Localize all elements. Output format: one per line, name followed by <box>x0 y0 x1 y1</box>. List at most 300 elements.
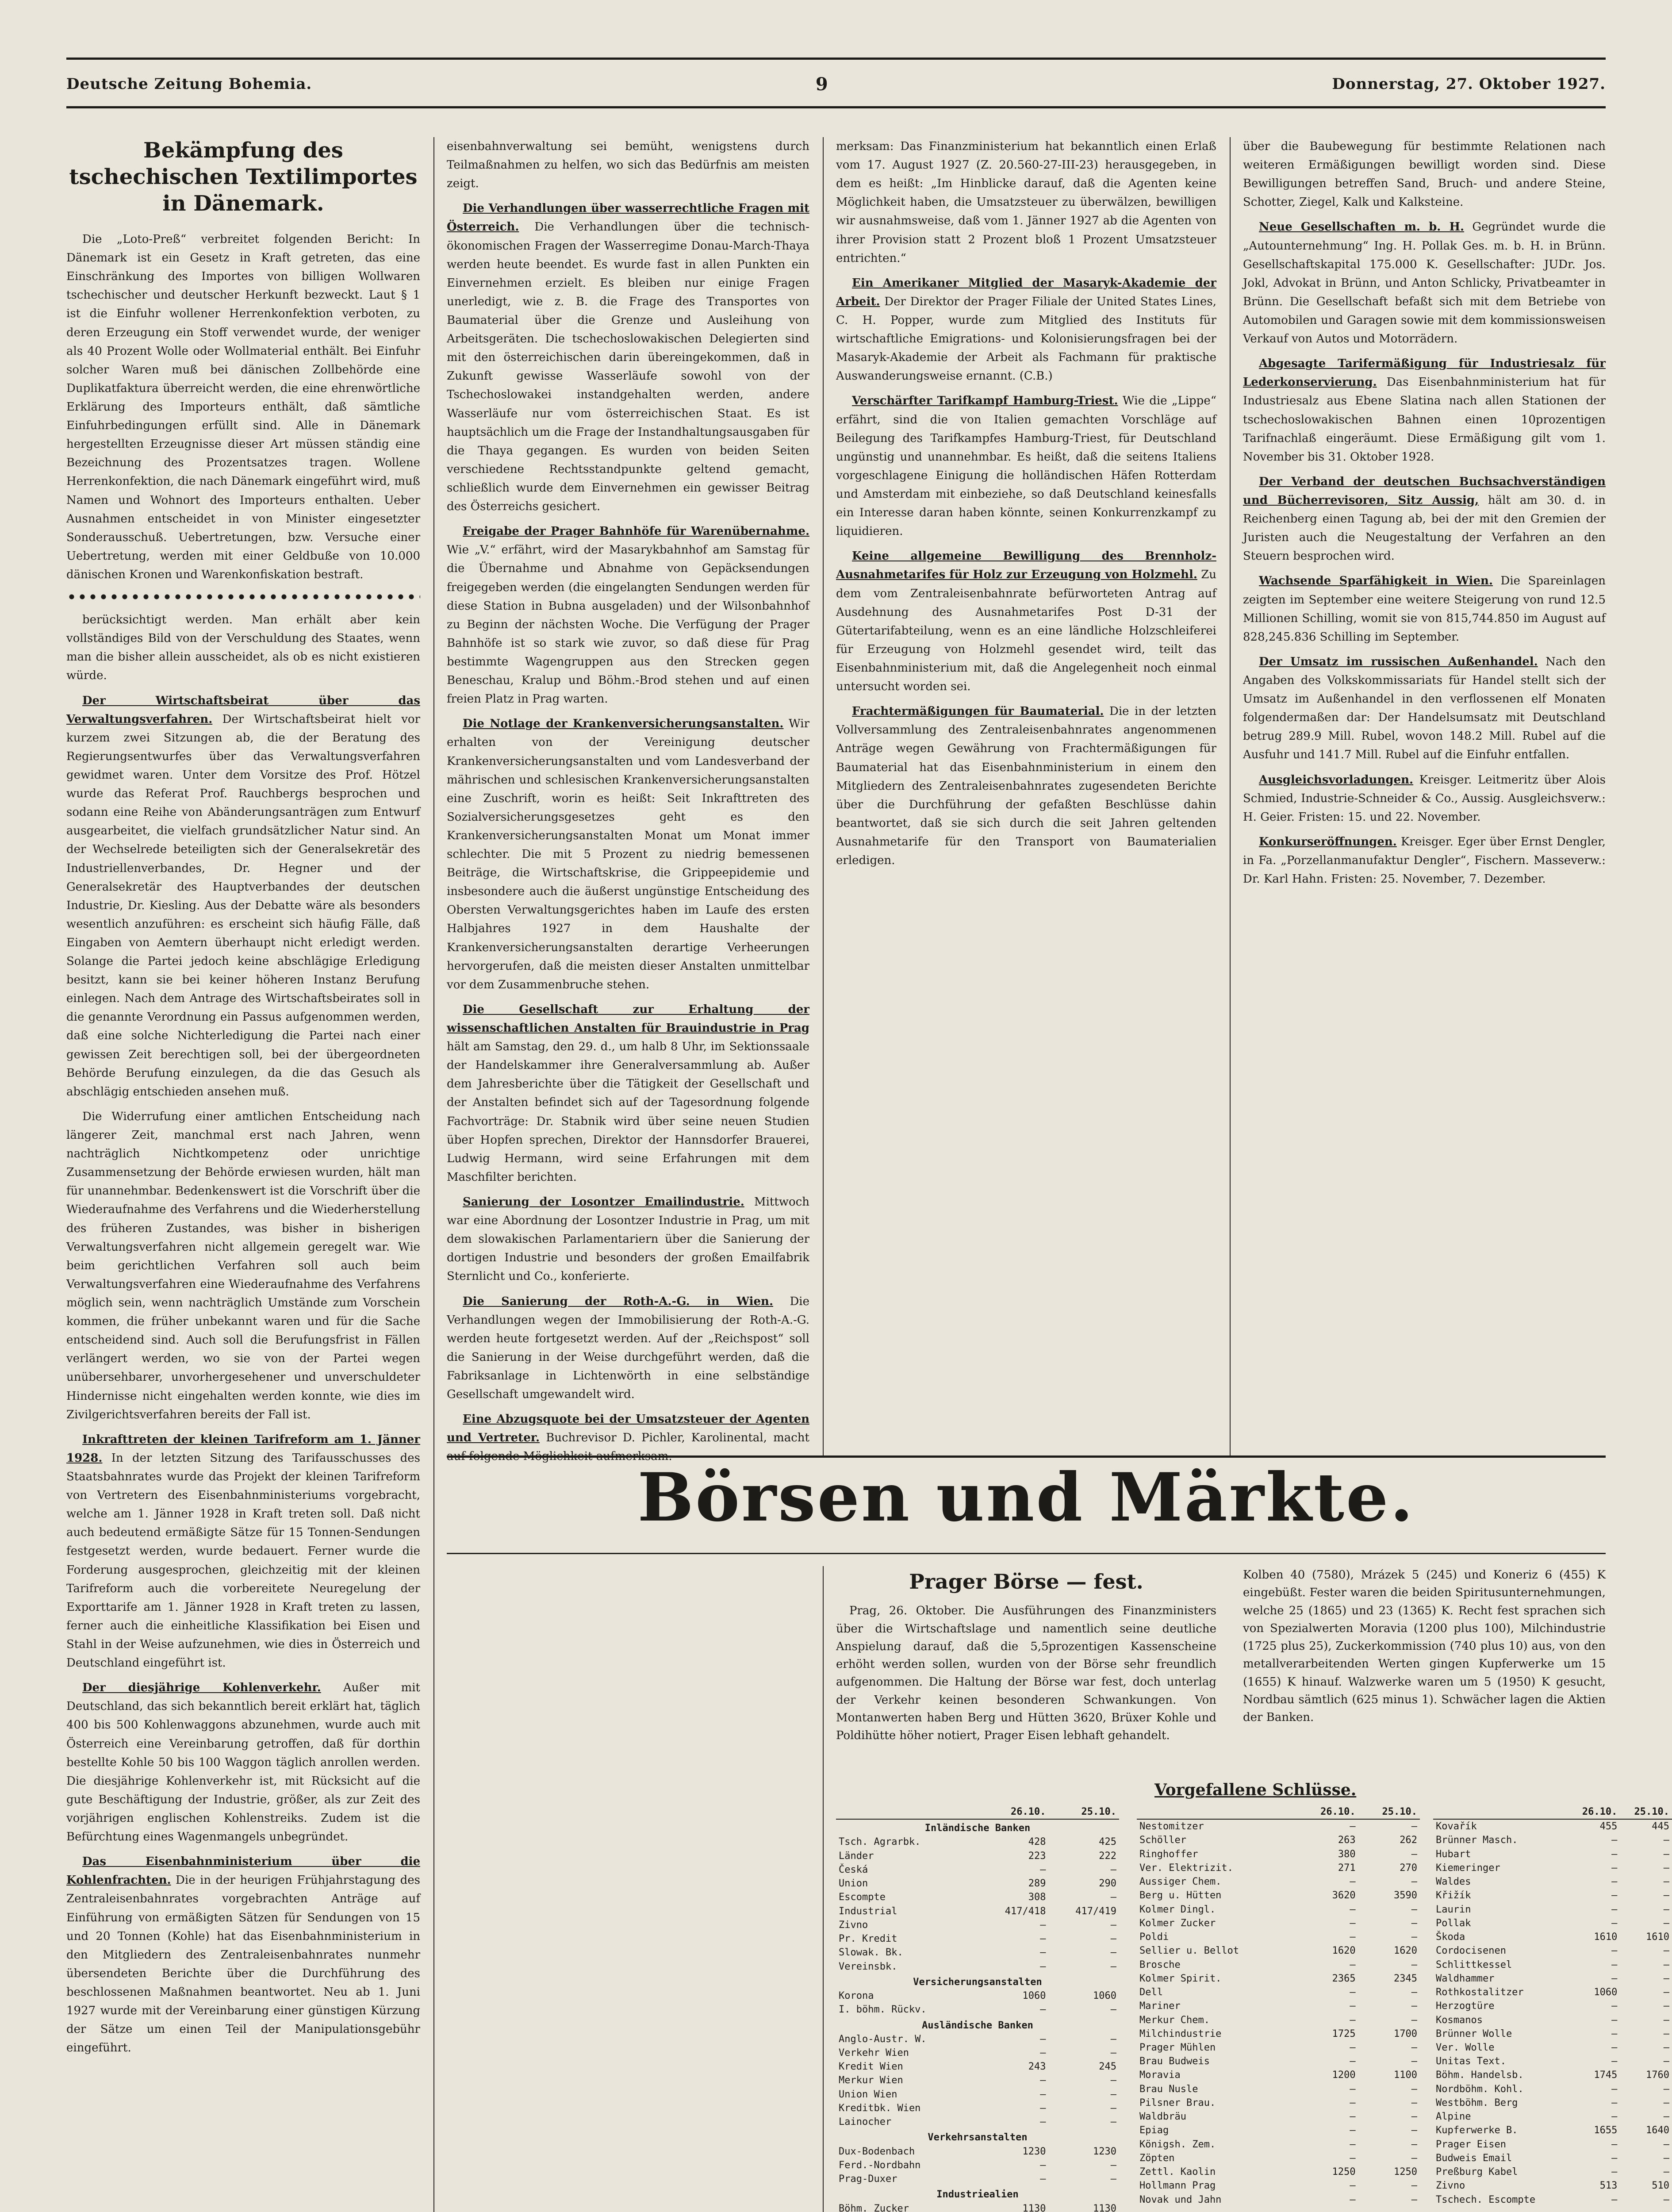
section-heading: Eine Abzugsquote bei der Umsatzsteuer der Agenten und Vertreter. <box>447 1413 809 1445</box>
rate-value: — <box>1040 1947 1046 1959</box>
rate-value: — <box>1663 2111 1669 2123</box>
rate-value: — <box>1110 1933 1116 1945</box>
table-row <box>836 1849 1119 1863</box>
rate-value: 417/418 <box>1005 1905 1046 1917</box>
table-row <box>836 1932 1119 1946</box>
rate-value: — <box>1350 2194 1356 2205</box>
security-name: Hubart <box>1436 1848 1471 1860</box>
security-name: Union Wien <box>839 2089 897 2100</box>
security-name: Pilsner Brau. <box>1139 2097 1216 2108</box>
security-name: Kolmer Zucker <box>1139 1917 1216 1929</box>
rate-value: — <box>1110 2174 1116 2185</box>
rate-value: 1230 <box>1022 2146 1046 2157</box>
security-name: Prager Mühlen <box>1139 2042 1216 2053</box>
prague-exchange-report <box>836 1566 1216 1774</box>
group-label: Verkehrsanstalten <box>928 2132 1028 2143</box>
rate-value: — <box>1411 2111 1417 2123</box>
section-paragraph <box>447 199 809 516</box>
rate-value: — <box>1663 1904 1669 1915</box>
article-text: Die in der letzten Vollversammlung des Zentraleisenbahnrates angenommenen Anträge wegen Gewährung von Frachtermäßigungen für Baumaterial hat das Eisenbahnministerium in einem den Mitgliedern des Zentraleisenbahnrates zugesendeten Berichte über die Durchführung der gefaßten Beschlüsse dahin beantwortet, daß sie sich durch die seit Jahren geltenden Ausnahmetarife für den Transport von Baumaterialien erledigen. <box>836 705 1217 868</box>
rate-value: — <box>1040 2004 1046 2016</box>
table-row <box>836 2074 1119 2087</box>
security-name: Ferd.-Nordbahn <box>839 2159 921 2171</box>
section-paragraph <box>836 392 1216 541</box>
table-row <box>836 1905 1119 1918</box>
newspaper-page <box>66 35 1669 2212</box>
table-row <box>1137 1889 1420 1902</box>
table-row <box>1433 1930 1672 1944</box>
security-name: Křižík <box>1436 1890 1471 1901</box>
group-label: Industriealien <box>936 2189 1019 2200</box>
rate-value: 513 <box>1599 2180 1618 2192</box>
article-text: hält am Samstag, den 29. d., um halb 8 Uhr, im Sektionssaale der Handelskammer ihre Generalversammlung ab. Außer dem Jahresberichte über die Tätigkeit der Gesellschaft und der Anstalten befindet sich auf der Tagesordnung folgende Fachvorträge: Dr. Stabnik wird über seine neuen Studien über Hopfen sprechen, Direktor der Hannsdorfer Brauerei, Ludwig Hermann, wird seine Erfahrungen mit dem Maschfilter berichten. <box>447 1040 809 1184</box>
rate-value: — <box>1350 2014 1356 2026</box>
rate-value: — <box>1350 1987 1356 1998</box>
rate-value: — <box>1040 2047 1046 2058</box>
table-row <box>1137 1903 1420 1916</box>
rate-value: — <box>1411 2097 1417 2108</box>
table-row <box>1433 1999 1672 2013</box>
table-row <box>1433 1847 1672 1861</box>
rate-value: — <box>1110 1947 1116 1959</box>
table-row <box>1137 2193 1420 2207</box>
rate-value: — <box>1040 2174 1046 2185</box>
article-text: Nach den Angaben des Volkskommissariats für Handel stellt sich der Umsatz im Außenhandel in den verflossenen elf Monaten folgendermaßen dar: Der Handelsumsatz mit Deutschland betrug 289.9 Mill. Rubel, wovon 148.2 Mill. Rubel auf die Ausfuhr und 141.7 Mill. Rubel auf die Einfuhr entfallen. <box>1243 655 1606 762</box>
rate-value: — <box>1663 2083 1669 2095</box>
section-heading: Abgesagte Tarifermäßigung für Industriesalz für Lederkonservierung. <box>1243 357 1606 389</box>
report-text: Kolben 40 (7580), Mrázek 5 (245) und Koneriz 6 (455) K eingebüßt. Fester waren die beiden Spiritusunternehmungen, welche 25 (1865) und 23 (1365) K. Recht fest sprachen sich von Spezialwerten Moravia (1200 plus 100), Milchindustrie (1725 plus 25), Zuckerkommission (740 plus 10) aus, von den metallverarbeitenden Werten gingen Kupferwerke um 15 (1655) K hinauf. Walzwerke waren um 5 (1950) K gesucht, Nordbau sämtlich (625 minus 1). Schwächer lagen die Aktien der Banken. <box>1243 1568 1606 1724</box>
table-row <box>1433 2082 1672 2096</box>
security-name: Ringhoffer <box>1139 1848 1198 1860</box>
rate-value: — <box>1611 1848 1618 1860</box>
rate-value: 1060 <box>1594 1987 1618 1998</box>
rate-value: — <box>1040 1961 1046 1972</box>
rate-value: 425 <box>1099 1836 1116 1848</box>
table-row <box>1433 2041 1672 2055</box>
closing-rates-title: Vorgefallene Schlüsse. <box>1154 1781 1357 1799</box>
rate-value: — <box>1663 2028 1669 2039</box>
section-heading: Die Sanierung der Roth-A.-G. in Wien. <box>463 1294 774 1308</box>
section-heading: Verschärfter Tarifkampf Hamburg-Triest. <box>852 394 1118 408</box>
security-name: Epiag <box>1139 2125 1169 2136</box>
rate-value: — <box>1040 1933 1046 1945</box>
report-title: Prager Börse — fest. <box>909 1570 1143 1594</box>
rate-value: — <box>1350 1876 1356 1888</box>
rate-value: — <box>1611 2042 1618 2053</box>
security-name: Nordböhm. Kohl. <box>1436 2083 1524 2095</box>
column-header: 25.10. <box>1358 1805 1420 1819</box>
table-row <box>1137 2165 1420 2179</box>
rate-value: — <box>1411 2001 1417 2012</box>
article-text: eisenbahnverwaltung sei bemüht, wenigstens durch Teilmaßnahmen zu helfen, wo sich das Bedürfnis am meisten zeigt. <box>447 140 809 191</box>
security-name: Kredit Wien <box>839 2061 903 2073</box>
security-name: Waldes <box>1436 1876 1471 1888</box>
column-header: 25.10. <box>1048 1805 1119 1819</box>
table-row <box>1137 2151 1420 2165</box>
table-row <box>1137 2096 1420 2110</box>
rate-value: — <box>1411 1848 1417 1860</box>
section-paragraph <box>1243 653 1606 764</box>
rate-value: — <box>1611 2111 1618 2123</box>
article-text: Die Spareinlagen zeigten im September eine weitere Steigerung von rund 12.5 Millionen Schilling, womit sie von 815,744.850 im August auf 828,245.836 Schilling im September. <box>1243 574 1606 644</box>
security-name: Aussiger Chem. <box>1139 1876 1222 1888</box>
table-row <box>1433 1889 1672 1902</box>
rate-value: — <box>1411 1821 1417 1832</box>
table-row <box>836 2145 1119 2158</box>
section-paragraph <box>447 1193 809 1286</box>
security-name: Union <box>839 1878 868 1889</box>
table-row <box>1137 1847 1420 1861</box>
table-group-row <box>836 1974 1119 1989</box>
security-name: Česká <box>839 1864 868 1875</box>
table-row <box>1137 1972 1420 1985</box>
security-name: Moravia <box>1139 2070 1181 2081</box>
table-row <box>836 2046 1119 2060</box>
table-row <box>836 1918 1119 1932</box>
article-text: In der letzten Sitzung des Tarifausschusses des Staatsbahnrates wurde das Projekt der kleinen Tarifreform von Vertretern des Eisenbahnministeriums vorgebracht, welche am 1. Jänner 1928 in Kraft treten soll. Daß nicht auch bedeutend ermäßigte Sätze für 15 Tonnen-Sendungen festgesetzt werden, wurde bedauert. Ferner wurde die Forderung ausgesprochen, gleichzeitig mit der kleinen Tarifreform auch die vorbereitete Neuregelung der Exporttarife am 1. Jänner 1928 in Kraft treten zu lassen, ferner auch die einheitliche Klassifikation bei Eisen und Stahl in der Weise aufzunehmen, wie dies in Österreich und Deutschland eingeführt ist. <box>66 1451 421 1670</box>
table-row <box>1137 2027 1420 2041</box>
column-divider <box>433 137 434 2212</box>
table-row <box>836 1890 1119 1904</box>
table-row <box>1433 2027 1672 2041</box>
rate-value: — <box>1663 2042 1669 2053</box>
security-name: Schlittkessel <box>1436 1959 1512 1970</box>
table-row <box>836 2032 1119 2046</box>
article-text: Mittwoch war eine Abordnung der Losontzer Industrie in Prag, um mit dem slowakischen Parlamentariern über die Sanierung der dortigen Industrie und besonders der großen Emailfabrik Sternlicht und Co., konferierte. <box>447 1195 810 1283</box>
rate-value: — <box>1350 1821 1356 1832</box>
section-banner: Börsen und Märkte. <box>637 1459 1415 1536</box>
rate-value: — <box>1663 2001 1669 2012</box>
section-heading: Die Verhandlungen über wasserrechtliche Fragen mit Österreich. <box>447 202 809 234</box>
table-header <box>836 1805 1119 1819</box>
top-rule <box>66 58 1606 60</box>
security-name: Budweis Email <box>1436 2152 1512 2164</box>
security-name: Escompte <box>839 1892 886 1903</box>
rate-value: — <box>1350 2083 1356 2095</box>
table-row <box>836 1946 1119 1959</box>
section-heading: Der diesjährige Kohlenverkehr. <box>82 1681 321 1695</box>
column-divider <box>823 137 824 1455</box>
rate-value: 1700 <box>1394 2028 1417 2039</box>
rate-value: — <box>1040 2159 1046 2171</box>
section-heading: Der Verband der deutschen Buchsachverständigen und Bücherrevisoren, Sitz Aussig, <box>1243 475 1606 507</box>
rate-value: — <box>1110 2004 1116 2016</box>
table-row <box>1137 2013 1420 2027</box>
rate-value: — <box>1110 1919 1116 1931</box>
table-row <box>1433 1833 1672 1847</box>
closing-rates-table-2 <box>1137 1805 1420 2212</box>
security-name: Rothkostalitzer <box>1436 1987 1524 1998</box>
rate-value: — <box>1411 1959 1417 1970</box>
rate-value: — <box>1663 1973 1669 1984</box>
rate-value: — <box>1411 2152 1417 2164</box>
security-name: Königsh. Zem. <box>1139 2139 1216 2150</box>
rate-value: — <box>1611 1835 1618 1846</box>
article-headline: Bekämpfung des tschechischen Textilimportes in Dänemark. <box>69 138 418 216</box>
column-divider <box>823 1566 824 2212</box>
article-text: berücksichtigt werden. Man erhält aber kein vollständiges Bild von der Verschuldung des Staates, wenn man die bisher allein ausscheidet, als ob es nicht existieren würde. <box>66 613 420 683</box>
table-row <box>1433 2013 1672 2027</box>
rate-value: — <box>1611 2139 1618 2150</box>
rate-value: 1610 <box>1646 1932 1669 1943</box>
rate-value: — <box>1611 2001 1618 2012</box>
security-name: Zöpten <box>1139 2152 1175 2164</box>
rate-value: 380 <box>1338 1848 1356 1860</box>
security-name: Pr. Kredit <box>839 1933 897 1945</box>
section-heading: Der Umsatz im russischen Außenhandel. <box>1259 655 1538 668</box>
section-paragraph <box>836 274 1216 386</box>
rate-value: 271 <box>1338 1862 1356 1874</box>
security-name: Zivno <box>1436 2180 1465 2192</box>
rate-value: 1100 <box>1394 2070 1417 2081</box>
table-row <box>1433 1958 1672 1972</box>
article-text: Die in der heurigen Frühjahrstagung des Zentraleisenbahnrates vorgebrachten Anträge auf Einführung von ermäßigten Sätzen für Sendungen von 15 und 20 Tonnen (Kohle) hat das Eisenbahnministerium in den Mitgliedern des Zentraleisenbahnrates nunmehr übersendeten Berichte über die Durchführung des beschlossenen Maßnahmen beantwortet. Neu ab 1. Juni 1927 wurde mit der Vereinbarung einer günstigen Kürzung der Sätze um einen Teil der Manipulationsgebühr eingeführt. <box>66 1874 420 2055</box>
table-row <box>836 1989 1119 2003</box>
table-row <box>1433 2193 1672 2207</box>
security-name: Sellier u. Bellot <box>1139 1945 1239 1957</box>
security-name: Kolmer Spirit. <box>1139 1973 1222 1984</box>
table-row <box>836 2202 1119 2212</box>
security-name: Kreditbk. Wien <box>839 2102 921 2114</box>
rate-value: 289 <box>1028 1878 1046 1889</box>
issue-date: Donnerstag, 27. Oktober 1927. <box>1332 75 1606 93</box>
masthead-rule <box>66 106 1606 108</box>
security-name: Laurin <box>1436 1904 1471 1915</box>
rate-value: — <box>1411 2125 1417 2136</box>
rate-value: — <box>1663 1987 1669 1998</box>
rate-value: — <box>1350 1904 1356 1915</box>
rate-value: — <box>1663 2139 1669 2150</box>
group-label: Ausländische Banken <box>922 2020 1033 2031</box>
column-1 <box>66 137 420 2212</box>
rate-value: — <box>1411 2083 1417 2095</box>
rate-value: — <box>1350 1932 1356 1943</box>
rate-value: — <box>1663 2194 1669 2205</box>
closing-rates-table-3 <box>1433 1805 1672 2212</box>
rate-value: — <box>1040 1864 1046 1875</box>
table-row <box>836 2060 1119 2074</box>
rate-value: 2365 <box>1332 1973 1356 1984</box>
security-name: Böhm. Zucker <box>839 2203 909 2212</box>
rate-value: — <box>1110 2075 1116 2086</box>
rate-value: — <box>1110 1892 1116 1903</box>
section-heading: Inkrafttreten der kleinen Tarifreform am 1. Jänner 1928. <box>66 1432 420 1465</box>
security-name: Mariner <box>1139 2001 1181 2012</box>
table-row <box>836 2101 1119 2115</box>
security-name: Tsch. Agrarbk. <box>839 1836 921 1848</box>
security-name: Verkehr Wien <box>839 2047 909 2058</box>
table-row <box>1433 1819 1672 1833</box>
article-text: Gegründet wurde die „Autounternehmung“ Ing. H. Pollak Ges. m. b. H. in Brünn. Gesellschaftskapital 175.000 K. Gesellschafter: JUDr. Jos. Jokl, Advokat in Brünn, und Anton Schlicky, Privatbeamter in Brünn. Die Gesellschaft befaßt sich mit dem Betriebe von Automobilen und Garagen sowie mit dem kommissionsweisen Verkauf von Autos und Motorrädern. <box>1243 220 1606 346</box>
section-paragraph <box>836 547 1216 696</box>
column-header <box>1433 1805 1568 1819</box>
column-header: 26.10. <box>978 1805 1049 1819</box>
security-name: Milchindustrie <box>1139 2028 1222 2039</box>
security-name: Poldi <box>1139 1932 1169 1943</box>
security-name: Cordocisenen <box>1436 1945 1506 1957</box>
table-row <box>1137 2179 1420 2193</box>
section-heading: Frachtermäßigungen für Baumaterial. <box>852 705 1104 718</box>
table-row <box>1433 2179 1672 2193</box>
security-name: Hollmann Prag <box>1139 2180 1216 2192</box>
table-row <box>1433 1916 1672 1930</box>
rate-value: — <box>1663 2056 1669 2067</box>
rate-value: 290 <box>1099 1878 1116 1889</box>
rate-value: 455 <box>1599 1821 1618 1832</box>
security-name: Prager Eisen <box>1436 2139 1506 2150</box>
table-row <box>1137 2124 1420 2137</box>
table-row <box>1433 1972 1672 1985</box>
security-name: Merkur Wien <box>839 2075 903 2086</box>
rate-value: — <box>1611 2028 1618 2039</box>
paper-name: Deutsche Zeitung Bohemia. <box>66 75 312 93</box>
rate-value: — <box>1611 2152 1618 2164</box>
rate-value: — <box>1411 2194 1417 2205</box>
column-header: 26.10. <box>1296 1805 1358 1819</box>
rate-value: — <box>1611 2083 1618 2095</box>
closing-rates-table-1 <box>836 1805 1119 2212</box>
rate-value: — <box>1611 1890 1618 1901</box>
table-group-row <box>836 2017 1119 2032</box>
column-3 <box>836 137 1216 1504</box>
section-paragraph <box>1243 472 1606 566</box>
table-row <box>836 2158 1119 2172</box>
security-name: Westböhm. Berg <box>1436 2097 1518 2108</box>
table-header <box>1433 1805 1672 1819</box>
rate-value: 1640 <box>1646 2125 1669 2136</box>
article-text: über die Baubewegung für bestimmte Relationen nach weiteren Ermäßigungen bewilligt worden sind. Diese Bewilligungen betreffen Sand, Bruch- und andere Steine, Schotter, Ziegel, Kalk und Kalksteine. <box>1243 140 1606 209</box>
security-name: Kupferwerke B. <box>1436 2125 1518 2136</box>
rate-value: 1130 <box>1093 2203 1116 2212</box>
security-name: Ver. Elektrizit. <box>1139 1862 1233 1874</box>
security-name: Kolmer Dingl. <box>1139 1904 1216 1915</box>
article-text: hält am 30. d. in Reichenberg einen Tagung ab, bei der mit den Gremien der Juristen auch die Neugestaltung der Verfahren an den Steuern besprochen wird. <box>1243 493 1606 563</box>
rate-value: — <box>1040 2116 1046 2128</box>
rate-value: — <box>1110 2033 1116 2045</box>
security-name: Prag-Duxer <box>839 2174 897 2185</box>
rate-value: 445 <box>1652 1821 1669 1832</box>
security-name: Novak und Jahn <box>1139 2194 1222 2205</box>
table-row <box>1433 1861 1672 1875</box>
rate-value: — <box>1663 2166 1669 2178</box>
rate-value: 1655 <box>1594 2125 1618 2136</box>
rate-value: 1610 <box>1594 1932 1618 1943</box>
rate-value: — <box>1411 2180 1417 2192</box>
section-heading: Sanierung der Losontzer Emailindustrie. <box>463 1195 744 1209</box>
rate-value: — <box>1611 1862 1618 1874</box>
section-heading: Die Gesellschaft zur Erhaltung der wissenschaftlichen Anstalten für Brauindustrie in Prag <box>447 1002 809 1035</box>
table-row <box>1433 1903 1672 1916</box>
rate-value: — <box>1611 1876 1618 1888</box>
section-heading: Ein Amerikaner Mitglied der Masaryk-Akademie der Arbeit. <box>836 276 1216 308</box>
section-paragraph <box>1243 771 1606 826</box>
rate-value: — <box>1411 2042 1417 2053</box>
rate-value: — <box>1350 2111 1356 2123</box>
rate-value: — <box>1663 2152 1669 2164</box>
report-text: Prag, 26. Oktober. Die Ausführungen des Finanzministers über die Wirtschaftslage und namentlich seine deutliche Anspielung darauf, daß die 5,5prozentigen Kassenscheine erhöht werden sollen, wurden von der Börse sehr freundlich aufgenommen. Die Haltung der Börse war fest, doch unterlag der Verkehr keinen besonderen Schwankungen. Von Montanwerten haben Berg und Hütten 3620, Brüxer Kohle und Poldihütte höher notiert, Prager Eisen lebhaft gehandelt. <box>836 1604 1216 1743</box>
security-name: Brünner Masch. <box>1436 1835 1518 1846</box>
rate-value: — <box>1350 2152 1356 2164</box>
rate-value: 223 <box>1028 1850 1046 1862</box>
section-heading: Konkurseröffnungen. <box>1259 835 1397 849</box>
rate-value: — <box>1411 1904 1417 1915</box>
rate-value: — <box>1663 1876 1669 1888</box>
rate-value: 1250 <box>1394 2166 1417 2178</box>
table-row <box>1137 1958 1420 1972</box>
section-paragraph <box>447 1292 809 1404</box>
table-row <box>1433 1944 1672 1958</box>
rate-value: — <box>1411 2014 1417 2026</box>
rate-value: — <box>1611 1917 1618 1929</box>
table-row <box>1137 2110 1420 2124</box>
column-divider <box>1230 137 1231 1455</box>
rate-value: — <box>1350 2180 1356 2192</box>
table-row <box>1137 1875 1420 1889</box>
rate-value: 263 <box>1338 1835 1356 1846</box>
rate-value: — <box>1040 2033 1046 2045</box>
section-heading: Ausgleichsvorladungen. <box>1259 773 1414 787</box>
rate-value: 1745 <box>1594 2070 1618 2081</box>
article-text: Die „Loto-Preß“ verbreitet folgenden Bericht: In Dänemark ist ein Gesetz in Kraft getreten, das eine Einschränkung des Importes von billigen Wollwaren tschechischer und deutscher Herkunft bezweckt. Laut § 1 ist die Einfuhr wollener Herrenkonfektion verboten, zu deren Erzeugung ein Stoff verwendet wurde, der weniger als 40 Prozent Wolle oder Wollmaterial enthält. Bei Einfuhr solcher Waren muß bei dänischen Zollbehörde eine Duplikatfaktura überreicht werden, die eine ehrenwörtliche Erklärung des Importeurs enthält, daß sämtliche Einfuhrbedingungen erfüllt sind. Alle in Dänemark hergestellten Erzeugnisse dieser Art müssen ständig eine Bezeichnung des Prozentsatzes tragen. Wollene Herrenkonfektion, die nach Dänemark eingeführt wird, muß Namen und Wohnort des Importeurs enthalten. Ueber Ausnahmen entscheidet in von Minister eingesetzter Sonderausschuß. Uebertretungen, bzw. Versuche einer Uebertretung, werden mit einer Geldbuße von 10.000 dänischen Kronen und Warenkonfiskation bestraft. <box>66 233 420 581</box>
column-header: 25.10. <box>1620 1805 1672 1819</box>
table-row <box>1137 1819 1420 1833</box>
rate-value: — <box>1350 2056 1356 2067</box>
security-name: Böhm. Handelsb. <box>1436 2070 1524 2081</box>
table-row <box>836 2115 1119 2129</box>
rate-value: 1620 <box>1394 1945 1417 1957</box>
column-header <box>1137 1805 1296 1819</box>
rate-value: 270 <box>1400 1862 1417 1874</box>
rate-value: — <box>1611 2056 1618 2067</box>
rate-value: 245 <box>1099 2061 1116 2073</box>
article-text: Buchrevisor D. Pichler, Karolinental, macht auf folgende Möglichkeit aufmerksam. <box>447 1431 809 1463</box>
rate-value: — <box>1663 1959 1669 1970</box>
rate-value: — <box>1611 2097 1618 2108</box>
rate-value: — <box>1411 1987 1417 1998</box>
article-text: Der Direktor der Prager Filiale der United States Lines, C. H. Popper, wurde zum Mitglied des Instituts für wirtschaftliche Emigrations- und Kolonisierungsfragen bei der Masaryk-Akademie der Arbeit als Fachmann für praktische Auswanderungsweise ernannt. (C.B.) <box>836 295 1216 383</box>
rate-value: 428 <box>1028 1836 1046 1848</box>
rate-value: — <box>1411 2139 1417 2150</box>
security-name: Waldbräu <box>1139 2111 1186 2123</box>
table-row <box>836 2003 1119 2016</box>
banner-rule <box>447 1553 1606 1554</box>
security-name: Korona <box>839 1990 874 2002</box>
article-text: merksam: Das Finanzministerium hat bekanntlich einen Erlaß vom 17. August 1927 (Z. 20.560-27-III-23) herausgegeben, in dem es heißt: „Im Hinblicke darauf, daß die Agenten keine Möglichkeit haben, die Umsatzsteuer zu überwälzen, bewilligen wir ausnahmsweise, daß vom 1. Jänner 1927 ab die Agenten von ihrer Provision statt 2 Prozent bloß 1 Prozent Umsatzsteuer entrichten.“ <box>836 140 1216 265</box>
rate-value: — <box>1663 1848 1669 1860</box>
section-paragraph <box>447 1000 809 1187</box>
rate-value: 1230 <box>1093 2146 1116 2157</box>
table-row <box>1137 1861 1420 1875</box>
security-name: Slowak. Bk. <box>839 1947 903 1959</box>
article-text: Zu dem vom Zentraleisenbahnrate befürworteten Antrag auf Ausdehnung des Ausnahmetarifes Post D-31 der Gütertarifabteilung, wenn es an eine ländliche Holzschleiferei für Erzeugung von Holzmehl gesendet wird, teilt das Eisenbahnministerium mit, daß die Angelegenheit noch einmal untersucht worden sei. <box>836 568 1217 694</box>
masthead <box>66 66 1606 102</box>
rate-value: — <box>1110 2116 1116 2128</box>
rate-value: — <box>1411 1876 1417 1888</box>
page-number: 9 <box>815 73 828 95</box>
rate-value: — <box>1663 2097 1669 2108</box>
rate-value: — <box>1663 1890 1669 1901</box>
section-paragraph <box>1243 833 1606 888</box>
table-row <box>836 1863 1119 1877</box>
rate-value: 2345 <box>1394 1973 1417 1984</box>
section-paragraph <box>66 1678 420 1846</box>
security-name: Länder <box>839 1850 874 1862</box>
column-4 <box>1243 137 1606 1504</box>
article-text: Wie „V.“ erfährt, wird der Masarykbahnhof am Samstag für die Übernahme und Abnahme von Gepäcksendungen freigegeben werden (die eingelangten Sendungen werden für diese Station in Bubna ausgeladen) und der Wilsonbahnhof zu Beginn der nächsten Woche. Die Verfügung der Prager Bahnhöfe ist so stark wie zuvor, so daß diese für Prag bestimmte Wagengruppen aus den Strecken gegen Beneschau, Kralup und Böhm.-Brod stehen und auf einen freien Platz in Prag warten. <box>447 543 809 706</box>
table-row <box>1433 2165 1672 2179</box>
security-name: Dell <box>1139 1987 1163 1998</box>
rate-value: — <box>1110 2047 1116 2058</box>
